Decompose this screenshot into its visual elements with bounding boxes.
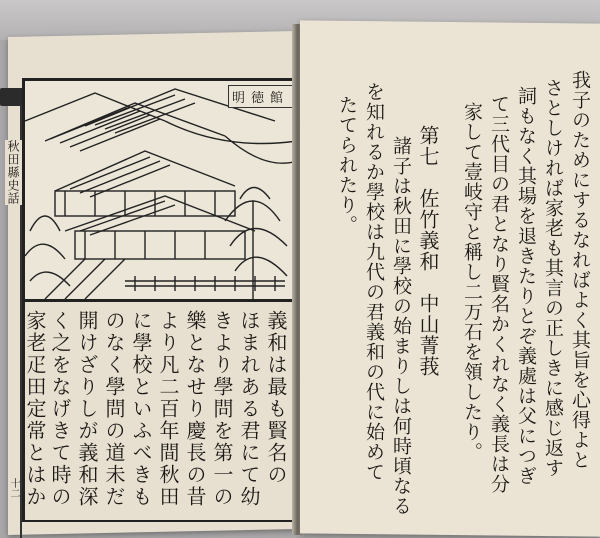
book-running-title: 秋田縣史話 xyxy=(6,140,20,205)
binder-clip xyxy=(0,88,22,106)
left-column-1: 義和は最も賢名の xyxy=(264,310,288,486)
right-column-2: さとしければ家老も其言の正しきに感じ返す xyxy=(542,78,564,478)
left-column-5: より凡二百年間秋田 xyxy=(156,310,180,508)
woodcut-illustration xyxy=(22,78,300,302)
section-heading: 第七 佐竹義和 中山菁莪 xyxy=(416,125,440,377)
left-column-3: きより學問を第一の xyxy=(210,310,234,508)
illustration-caption: 明徳館 xyxy=(228,85,293,108)
left-column-2: ほまれある君にて幼 xyxy=(237,310,261,508)
left-column-7: のなく學問の道未だ xyxy=(102,310,126,508)
section-column-1: 諸子は秋田に學校の始まりしは何時頃なる xyxy=(390,136,412,516)
right-column-4: て三代目の君となり賢名かくれなく義長は分 xyxy=(488,94,510,494)
school-building-woodcut-icon xyxy=(25,81,297,299)
page-number: 十二 xyxy=(8,478,19,498)
left-column-10: 家老疋田定常とはか xyxy=(23,310,47,508)
left-column-8: 開けざりしが義和深 xyxy=(75,310,99,508)
left-column-6: に學校といふべきも xyxy=(129,310,153,508)
section-column-3: たてられたり。 xyxy=(336,95,358,235)
section-column-2: を知れるか學校は九代の君義和の代に始めて xyxy=(363,82,385,482)
right-column-1: 我子のためにするなればよく其旨を心得よと xyxy=(569,70,591,470)
left-column-4: 樂となせり慶長の昔 xyxy=(183,310,207,508)
right-column-5: 家して壹岐守と稱し二万石を領したり。 xyxy=(461,102,483,462)
left-column-9: く之をなげきて時の xyxy=(48,310,72,508)
right-column-3: 詞もなく其場を退きたりとぞ義處は父につぎ xyxy=(515,86,537,486)
